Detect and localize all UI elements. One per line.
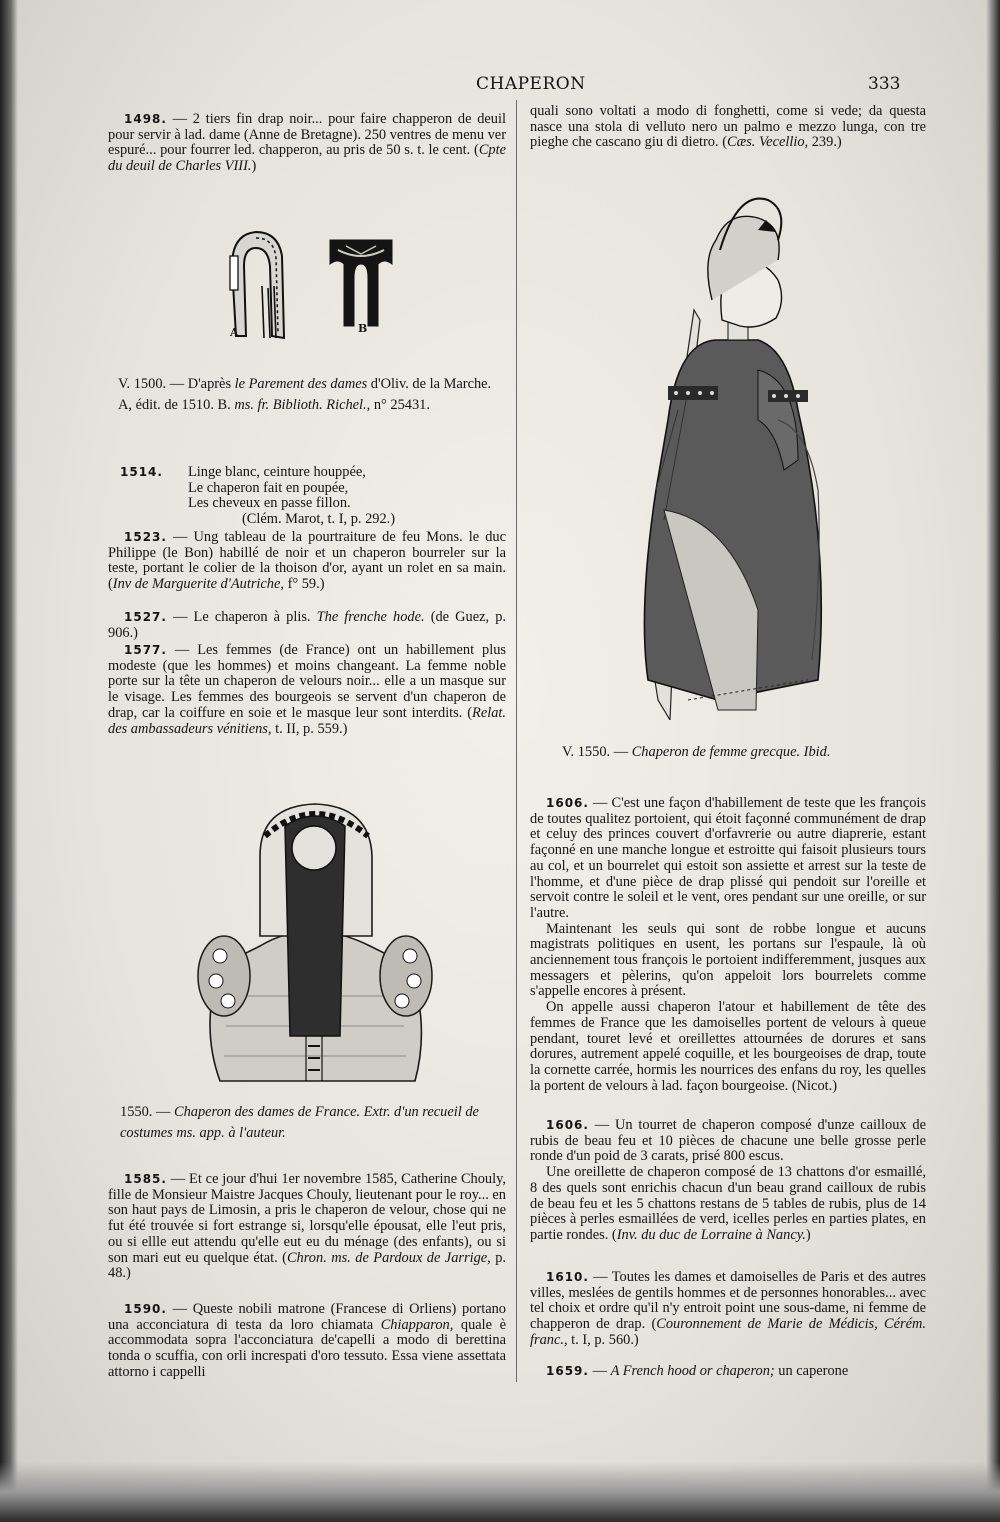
entry-text: — Un tourret de chaperon composé d'unze cailloux de rubis de beau feu et 10 pièces de chacune une belle grosse perle ronde d'un poid de 3 carats, prisé 800 escus. [530,1117,926,1165]
caption-source: ms. fr. Biblioth. Richel. [234,397,367,413]
entry-year: 1590. [124,1302,167,1316]
entry-source: Relat. des ambassadeurs vénitiens, [108,704,506,737]
figure-1550-chaperon-back-view [190,796,440,1086]
entry-text: — Ung tableau de la pourtraiture de feu Mons. le duc Philippe (le Bon) habillé de noir et un chaperon bourreler sur la teste, portant le colier de la thoison d'or, ayant un rolet en sa main. ( [108,529,506,593]
verse-line: Linge blanc, ceinture houppée, [188,464,366,480]
entry-end: t. II, p. 559.) [271,720,348,737]
caption-prefix: V. 1550. — [562,744,632,760]
verse-quote [188,465,506,528]
entry-year: 1523. [124,530,167,544]
figure-label-a: A [230,326,239,339]
entry-year: 1610. [546,1270,589,1284]
figure-1550-greek-caption [562,742,922,763]
caption-prefix: V. 1500. — D'après [118,376,235,392]
page-shadow-right [986,0,1000,1522]
entry-paragraph: On appelle aussi chaperon l'atour et habillement de tête des femmes de France que les damoiselles portent de velours à queue pendant, touret levé et oreillettes attournées de dorures et sans dorures, autrement appelé coquille, et les bourgeoises de drap, toute la cornette carrée, hormis les nourrices des enfans du roy, les quelles la portent de velours à lad. façon bourgeoise. (Nicot.) [530,999,926,1094]
entry-end: un caperone [774,1363,849,1379]
entry-end: t. I, p. 560.) [567,1331,639,1348]
entry-end: f° 59.) [283,576,325,593]
entry-source: Inv de Marguerite d'Autriche, [112,576,284,593]
caption-middle: d'Oliv. de la Marche. A, édit. de 1510. B. [118,376,492,413]
entry-text: — [588,1363,611,1379]
entry-1577 [108,643,506,737]
entry-text: — 2 tiers fin drap noir... pour faire chapperon de deuil pour servir à lad. dame (Anne de Bretagne). 250 ventres de menu ver espuré... pour fourrer led. chapperon, au pris de 50 s. t. le cent. ( [108,111,506,159]
caption-end: , n° 25431. [366,397,430,413]
entry-end: ) [251,158,257,175]
page-shadow-left [0,0,18,1522]
entry-text: — Et ce jour d'hui 1er novembre 1585, Catherine Chouly, fille de Monsieur Maistre Jacques Chouly, lieutenant pour le roy... en son haut pays de Limosin, a pris le chaperon de velour, chose qui ne fut été trouvée si fort estrange si, lorsqu'elle épousat, elle l'eut pris, ou si ellle eut attendu qu'elle eut eu du ménage (des enfants), ou si son mari eut eu quelque état. ( [108,1171,506,1266]
verse-line: Le chaperon fait en poupée, [188,479,349,496]
figure-1550-caption [120,1102,506,1144]
verse-line: Les cheveux en passe fillon. [188,495,351,512]
entry-text: — Queste nobili matrone (Francese di Orliens) portano una acconciatura di testa da loro chiamata [108,1301,506,1333]
entry-year: 1577. [124,643,167,657]
entry-1659 [530,1364,926,1380]
entry-source: Couronnement de Marie de Médicis, Cérém. franc., [530,1316,926,1348]
entry-source: Inv. du duc de Lorraine à Nancy. [616,1226,806,1243]
entry-1585 [108,1172,506,1282]
caption-text: Chaperon des dames de France. Extr. d'un recueil de costumes ms. app. à l'auteur. [120,1104,479,1141]
figure-1500-caption [118,374,502,416]
entry-source: The frenche hode. [316,609,425,625]
entry-text: — Les femmes (de France) ont un habillement plus modeste (que les hommes) et moins changeant. La femme noble porte sur la tête un chaperon de velours noir... elle a un masque sur le visage. Les femmes des bourgeois se servent d'un chaperon de drap, car la coiffure en soie et le masque leur sont interdits. ( [108,642,506,721]
entry-source: Cæs. Vecellio, [727,134,809,151]
entry-year: 1606. [546,1118,589,1132]
entry-end: (de Guez, p. 906.) [108,609,507,641]
entry-year: 1606. [546,796,589,810]
entry-year: 1585. [124,1172,167,1186]
caption-text: Chaperon de femme grecque. Ibid. [631,744,831,760]
entry-source: Chron. ms. de Pardoux de Jarrige, [286,1249,491,1266]
entry-year: 1527. [124,610,167,624]
entry-paragraph: Une oreillette de chaperon composé de 13 chattons d'or esmaillé, 8 des quels sont enrichis chacun d'un beau grand cailloux de rubis de beau feu et les 5 chattons restans de 5 tables de rubis, plus de 14 pièces à perles esmaillées de verd, icelles perles en parties plates, en partie rondes. ( [530,1164,926,1243]
page-shadow-bottom [0,1462,1000,1522]
entry-paragraph: Maintenant les seuls qui sont de robbe longue et aucuns magistrats politiques en usent, les portans sur l'espaule, là où anciennement tous françois le portoient indifferemment, jusques aux messagers et pèlerins, qu'on appeloit lors bourrelets comme s'appelle encores à présent. [530,920,926,1000]
entry-text: quali sono voltati a modo di fonghetti, come si vede; da questa nasce una stola di velluto nero un palmo e mezzo lunga, con tre pieghe che cascano giu di dietro. ( [530,103,926,151]
entry-end: 239.) [808,134,842,151]
entry-1527 [108,610,506,641]
entry-text: — Le chaperon à plis. [166,609,317,625]
entry-source: Cpte du deuil de Charles VIII. [108,142,506,175]
entry-year: 1498. [124,112,167,126]
entry-1606-a [530,796,926,1094]
caption-prefix: 1550. — [120,1104,174,1120]
page-number: 333 [868,74,901,94]
entry-1523 [108,530,506,593]
figure-1500-hood-b [326,236,396,332]
figure-label-b: B [358,322,368,335]
entry-end: ) [805,1226,811,1243]
entry-text: — Toutes les dames et damoiselles de Paris et des autres villes, meslées de gentils hommes et de personnes honorables... avec tel choix et ordre qu'il n'y entroit point une sous-dame, ni femme de chapperon de drap. ( [530,1269,926,1333]
entry-1498 [108,112,506,175]
entry-text: — C'est une façon d'habillement de teste que les françois de toutes qualitez portoient, qui étoit façonné communément de drap et celuy des princes couvert d'orfavrerie ou autre diaprerie, estant façonné en une manche longue et estroitte qui faisoit plusieurs tours au col, et un bourrelet qui estoit son assiette et arrest sur la teste de l'homme, et d'une pièce de drap plissé qui pendoit sur l'oreille et servoit contre le soleil et le vent, ores pendant sur une oreille, or sur l'autre. [530,795,926,921]
figure-1550-greek-woman [608,190,838,720]
entry-1590 [108,1302,506,1381]
column-divider [516,100,517,1382]
entry-1590-continued [530,104,926,151]
entry-source: Chiapparon, [380,1316,454,1333]
entry-1514 [120,465,506,528]
caption-title: le Parement des dames [234,376,368,392]
entry-year: 1514. [120,465,163,479]
verse-attribution: (Clém. Marot, t. I, p. 292.) [242,511,396,528]
entry-year: 1659. [546,1364,589,1378]
entry-source: A French hood or chaperon; [610,1363,775,1379]
entry-end: p. 48.) [108,1249,507,1282]
running-header-title: CHAPERON [476,74,586,94]
entry-end: quale è accommodata sopra l'acconciatura de'capelli a modo di berettina tonda o scuffia, con orli increspati d'oro tessuto. Essa viene assettata attorno i cappelli [108,1316,507,1380]
entry-1606-b [530,1118,926,1244]
entry-1610 [530,1270,926,1349]
